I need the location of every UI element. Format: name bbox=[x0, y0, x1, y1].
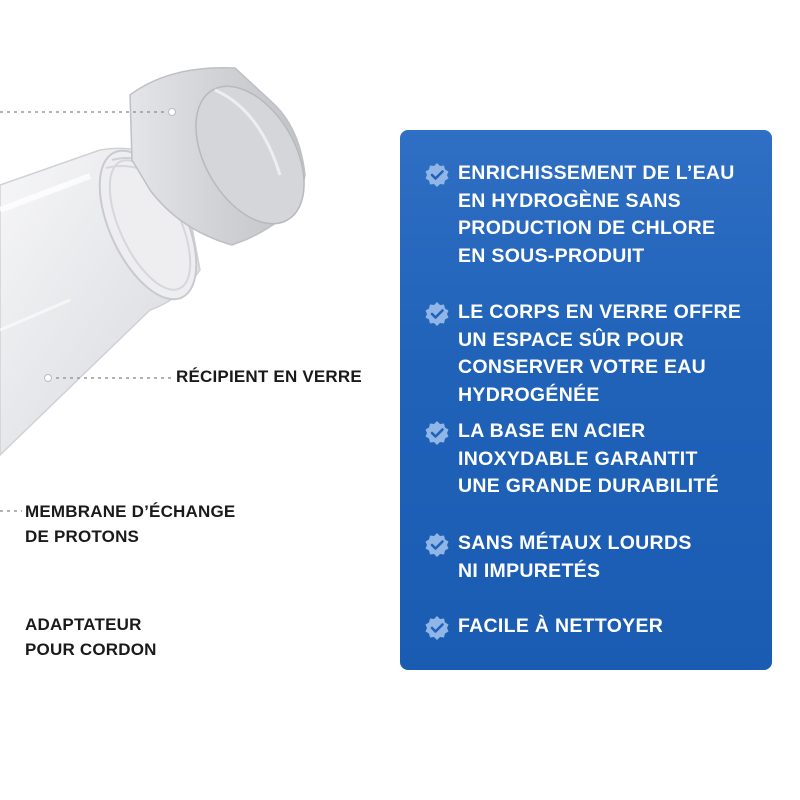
feature-item bbox=[424, 160, 764, 270]
feature-item bbox=[424, 299, 764, 409]
feature-item bbox=[424, 530, 764, 585]
feature-item bbox=[424, 613, 764, 641]
verified-badge-icon bbox=[424, 615, 450, 641]
label-adapter: ADAPTATEUR POUR CORDON bbox=[25, 615, 157, 659]
verified-badge-icon bbox=[424, 162, 450, 188]
verified-badge-icon bbox=[424, 301, 450, 327]
verified-badge-icon bbox=[424, 532, 450, 558]
feature-panel bbox=[400, 130, 772, 670]
feature-item bbox=[424, 418, 764, 501]
feature-text: SANS MÉTAUX LOURDS NI IMPURETÉS bbox=[458, 532, 692, 582]
verified-badge-icon bbox=[424, 420, 450, 446]
label-membrane: MEMBRANE D’ÉCHANGE DE PROTONS bbox=[25, 502, 236, 546]
feature-text: LE CORPS EN VERRE OFFRE UN ESPACE SÛR POUR CONSERVER VOTRE EAU HYDROGÉNÉE bbox=[458, 301, 742, 406]
feature-text: ENRICHISSEMENT DE L’EAU EN HYDROGÈNE SANS PRODUCTION DE CHLORE EN SOUS-PRODUIT bbox=[458, 162, 735, 267]
feature-text: LA BASE EN ACIER INOXYDABLE GARANTIT UNE GRANDE DURABILITÉ bbox=[458, 420, 719, 497]
label-glass-container: RÉCIPIENT EN VERRE bbox=[176, 367, 362, 386]
feature-text: FACILE À NETTOYER bbox=[458, 615, 664, 637]
